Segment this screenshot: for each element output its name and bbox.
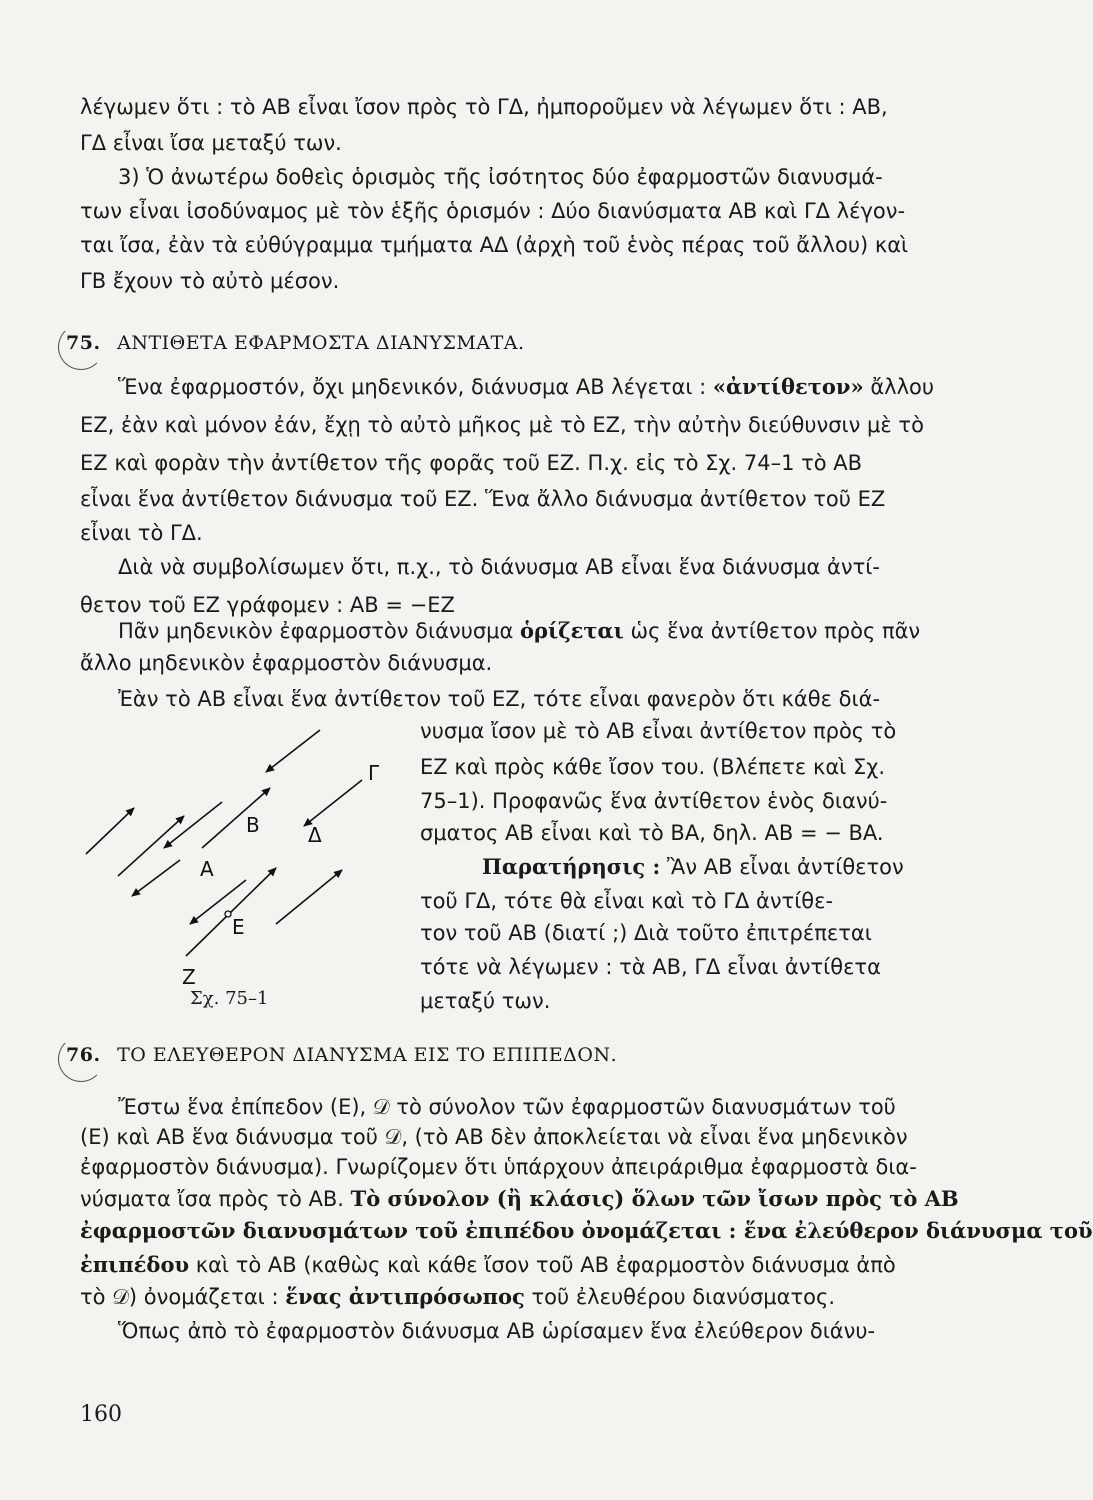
text-span: Ἕνα ἐφαρμοστόν, ὄχι μηδενικόν, διάνυσμα AB λέγεται : — [118, 375, 713, 399]
text-line: εἶναι ἕνα ἀντίθετον διάνυσμα τοῦ EZ. Ἕνα ἄλλο διάνυσμα ἀντίθετον τοῦ EZ — [80, 487, 886, 511]
text-line — [80, 1282, 930, 1312]
remark-label: Παρατήρησις : — [482, 854, 661, 879]
text-line: λέγωμεν ὅτι : τὸ AB εἶναι ἴσον πρὸς τὸ ΓΔ, ἠμποροῦμεν νὰ λέγωμεν ὅτι : AB, — [80, 95, 888, 119]
text-line — [118, 616, 930, 646]
text-line: EZ, ἐὰν καὶ μόνον ἐάν, ἔχῃ τὸ αὐτὸ μῆκος μὲ τὸ EZ, τὴν αὐτὴν διεύθυνσιν μὲ τὸ — [80, 413, 924, 437]
section-circle-mark — [58, 1036, 104, 1082]
text-line: Ὅπως ἀπὸ τὸ ἐφαρμοστὸν διάνυσμα AB ὡρίσαμεν ἕνα ἐλεύθερον διάνυ- — [118, 1319, 876, 1343]
text-line: θετον τοῦ EZ γράφομεν : AB = −EZ — [80, 593, 455, 617]
text-line: τοῦ ΓΔ, τότε θὰ εἶναι καὶ τὸ ΓΔ ἀντίθε- — [420, 889, 834, 913]
text-line: ΓΔ εἶναι ἴσα μεταξύ των. — [80, 131, 342, 155]
vector-arrow — [164, 802, 222, 848]
emphasis-term: ἐφαρμοστῶν διανυσμάτων τοῦ ἐπιπέδου ὀνομάζεται : — [80, 1218, 744, 1243]
page-number: 160 — [80, 1402, 122, 1427]
text-line: νυσμα ἴσον μὲ τὸ AB εἶναι ἀντίθετον πρὸς τὸ — [420, 719, 897, 743]
vector-arrow — [132, 860, 180, 896]
section-heading-76 — [66, 1044, 930, 1066]
text-span: τοῦ ἐλευθέρου διανύσματος. — [524, 1285, 835, 1309]
section-title: ΑΝΤΙΘΕΤΑ ΕΦΑΡΜΟΣΤΑ ΔΙΑΝΥΣΜΑΤΑ. — [117, 332, 525, 354]
text-line: EZ καὶ πρὸς κάθε ἴσον του. (Βλέπετε καὶ Σχ. — [420, 755, 886, 779]
vector-arrow — [202, 788, 270, 848]
emphasis-term: ἕνα ἐλεύθερον διάνυσμα τοῦ — [743, 1218, 1093, 1243]
point-e-marker — [225, 911, 231, 917]
text-line: ἐφαρμοστὸν διάνυσμα). Γνωρίζομεν ὅτι ὑπάρχουν ἀπειράριθμα ἐφαρμοστὰ δια- — [80, 1155, 917, 1179]
text-line: ἄλλο μηδενικὸν ἐφαρμοστὸν διάνυσμα. — [80, 651, 493, 675]
section-heading-75 — [66, 332, 930, 354]
point-label-d: Δ — [308, 823, 322, 847]
text-line — [482, 852, 930, 882]
figure-caption: Σχ. 75–1 — [190, 988, 269, 1009]
text-line: εἶναι τὸ ΓΔ. — [80, 521, 203, 545]
vector-figure — [80, 720, 410, 1020]
emphasis-term: ὁρίζεται — [520, 618, 624, 643]
vector-arrow — [118, 816, 184, 876]
text-line — [80, 1250, 930, 1280]
text-line: Ἔστω ἕνα ἐπίπεδον (E), 𝒟 τὸ σύνολον τῶν ἐφαρμοστῶν διανυσμάτων τοῦ — [118, 1095, 896, 1119]
text-span: ἄλλου — [863, 375, 935, 399]
emphasis-term: ἐπιπέδου — [80, 1252, 190, 1277]
point-label-z: Ζ — [182, 965, 196, 989]
text-line — [80, 1216, 1093, 1246]
point-label-a: Α — [200, 857, 214, 881]
text-span: Πᾶν μηδενικὸν ἐφαρμοστὸν διάνυσμα — [118, 619, 521, 643]
vector-arrow — [86, 808, 134, 854]
text-line: Διὰ νὰ συμβολίσωμεν ὅτι, π.χ., τὸ διάνυσμα AB εἶναι ἕνα διάνυσμα ἀντί- — [118, 555, 880, 579]
text-line: τότε νὰ λέγωμεν : τὰ AB, ΓΔ εἶναι ἀντίθετα — [420, 955, 881, 979]
section-circle-mark — [58, 324, 104, 370]
section-title: ΤΟ ΕΛΕΥΘΕΡΟΝ ΔΙΑΝΥΣΜΑ ΕΙΣ ΤΟ ΕΠΙΠΕΔΟΝ. — [117, 1044, 618, 1066]
text-line: (E) καὶ AB ἕνα διάνυσμα τοῦ 𝒟, (τὸ AB δὲν ἀποκλείεται νὰ εἶναι ἕνα μηδενικὸν — [80, 1125, 908, 1149]
text-line: Ἐὰν τὸ AB εἶναι ἕνα ἀντίθετον τοῦ EZ, τότε εἶναι φανερὸν ὅτι κάθε διά- — [118, 687, 881, 711]
text-line: EZ καὶ φορὰν τὴν ἀντίθετον τῆς φορᾶς τοῦ EZ. Π.χ. εἰς τὸ Σχ. 74–1 τὸ AB — [80, 451, 863, 475]
emphasis-term: Τὸ σύνολον (ἢ κλάσις) ὅλων τῶν ἴσων πρὸς τὸ AB — [350, 1186, 959, 1211]
text-line: 3) Ὁ ἀνωτέρω δοθεὶς ὁρισμὸς τῆς ἰσότητος δύο ἐφαρμοστῶν διανυσμά- — [118, 165, 883, 189]
text-line: σματος AB εἶναι καὶ τὸ BA, δηλ. AB = − BA. — [420, 821, 884, 845]
text-line: μεταξύ των. — [420, 989, 551, 1013]
text-span: ὡς ἕνα ἀντίθετον πρὸς πᾶν — [623, 619, 921, 643]
text-span: καὶ τὸ AB (καθὼς καὶ κάθε ἴσον τοῦ AB ἐφαρμοστὸν διάνυσμα ἀπὸ — [189, 1253, 896, 1277]
point-label-e: Ε — [232, 915, 245, 939]
vector-arrow — [304, 780, 362, 826]
text-span: Ἂν AB εἶναι ἀντίθετον — [660, 855, 904, 879]
text-line: των εἶναι ἰσοδύναμος μὲ τὸν ἑξῆς ὁρισμόν : Δύο διανύσματα AB καὶ ΓΔ λέγον- — [80, 199, 906, 223]
point-label-b: Β — [246, 813, 260, 837]
text-line — [118, 372, 935, 402]
text-line: τον τοῦ AB (διατί ;) Διὰ τοῦτο ἐπιτρέπεται — [420, 921, 872, 945]
text-line — [80, 1184, 959, 1214]
vector-arrow — [266, 730, 320, 772]
emphasis-term: ἕνας ἀντιπρόσωπος — [285, 1284, 525, 1309]
point-label-g: Γ — [368, 761, 380, 785]
emphasis-term: «ἀντίθετον» — [712, 374, 864, 399]
section-number: 76. — [66, 1044, 101, 1066]
text-span: τὸ 𝒟) ὀνομάζεται : — [80, 1285, 286, 1309]
text-line: ΓB ἔχουν τὸ αὐτὸ μέσον. — [80, 269, 340, 293]
section-number: 75. — [66, 332, 101, 354]
vector-arrow — [276, 870, 342, 924]
text-line: ται ἴσα, ἐὰν τὰ εὐθύγραμμα τμήματα AΔ (ἀρχὴ τοῦ ἑνὸς πέρας τοῦ ἄλλου) καὶ — [80, 233, 909, 257]
text-line: 75–1). Προφανῶς ἕνα ἀντίθετον ἑνὸς διανύ- — [420, 789, 888, 813]
text-span: νύσματα ἴσα πρὸς τὸ AB. — [80, 1187, 351, 1211]
